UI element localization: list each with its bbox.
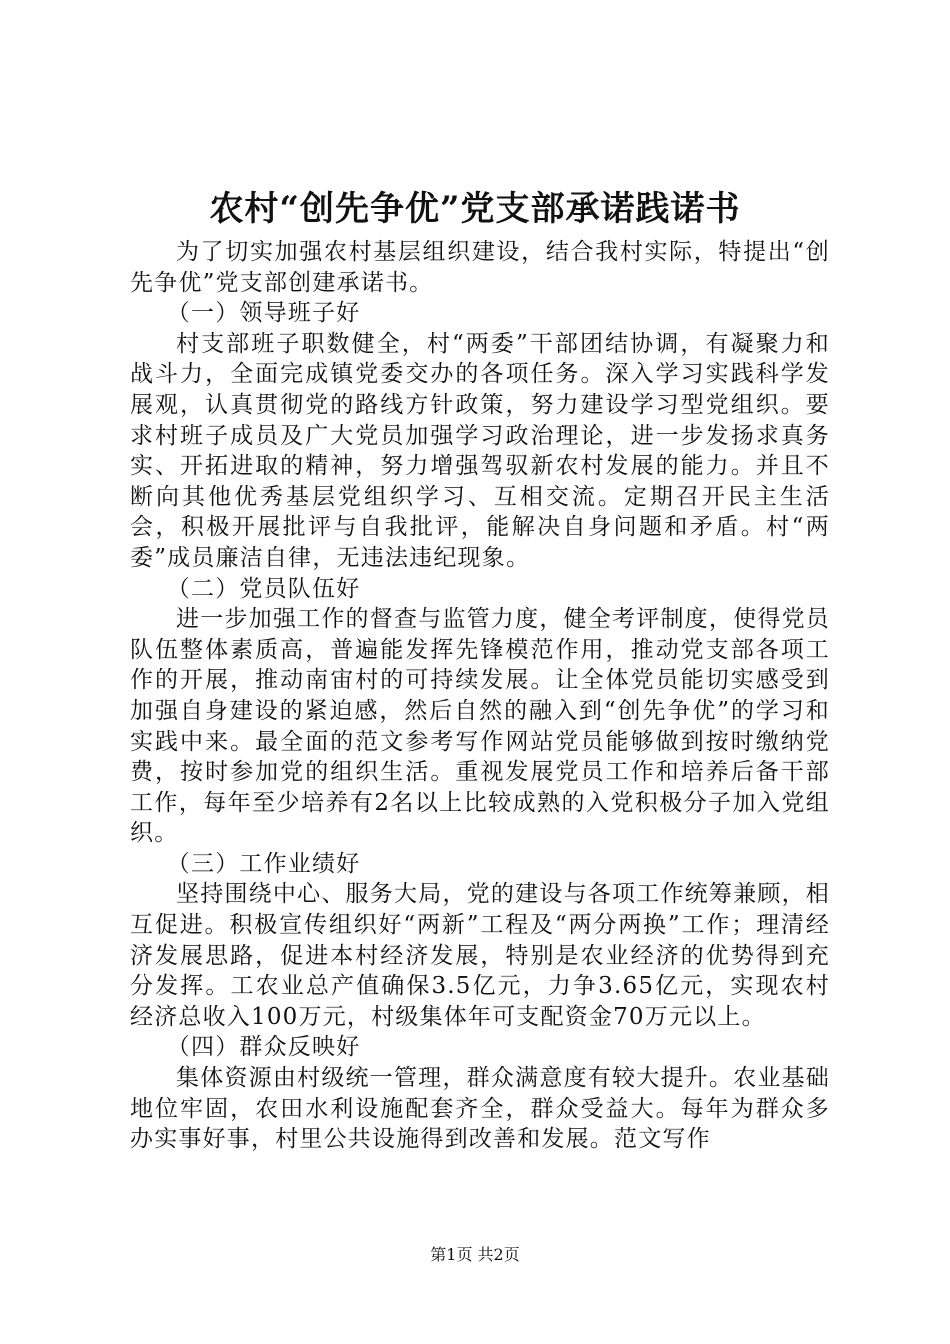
section-body-4: 集体资源由村级统一管理，群众满意度有较大提升。农业基础地位牢固，农田水利设施配套齐全，群众受益大。每年为群众多办实事好事，村里公共设施得到改善和发展。范文写作 [130, 1065, 830, 1153]
section-heading-2: （二）党员队伍好 [166, 575, 361, 602]
document-body [130, 237, 830, 1155]
section-body-2: 进一步加强工作的督查与监管力度，健全考评制度，使得党员队伍整体素质高，普遍能发挥先锋模范作用，推动党支部各项工作的开展，推动南宙村的可持续发展。让全体党员能切实感受到加强自身建设的紧迫感，然后自然的融入到“创先争优”的学习和实践中来。最全面的范文参考写作网站党员能够做到按时缴纳党费，按时参加党的组织生活。重视发展党员工作和培养后备干部工作，每年至少培养有2名以上比较成熟的入党积极分子加入党组织。 [130, 606, 830, 847]
intro-paragraph: 为了切实加强农村基层组织建设，结合我村实际，特提出“创先争优”党支部创建承诺书。 [130, 239, 830, 296]
section-heading-3: （三）工作业绩好 [166, 850, 361, 877]
section-heading-1: （一）领导班子好 [166, 300, 361, 327]
section-heading-4: （四）群众反映好 [166, 1034, 361, 1061]
document-title: 农村“创先争优”党支部承诺践诺书 [209, 189, 741, 229]
section-body-1: 村支部班子职数健全，村“两委”干部团结协调，有凝聚力和战斗力，全面完成镇党委交办的各项任务。深入学习实践科学发展观，认真贯彻党的路线方针政策，努力建设学习型党组织。要求村班子成员及广大党员加强学习政治理论，进一步发扬求真务实、开拓进取的精神，努力增强驾驭新农村发展的能力。并且不断向其他优秀基层党组织学习、互相交流。定期召开民主生活会，积极开展批评与自我批评，能解决自身问题和矛盾。村“两委”成员廉洁自律，无违法违纪现象。 [130, 330, 830, 571]
section-body-3: 坚持围绕中心、服务大局，党的建设与各项工作统筹兼顾，相互促进。积极宣传组织好“两新”工程及“两分两换”工作；理清经济发展思路，促进本村经济发展，特别是农业经济的优势得到充分发挥。工农业总产值确保3.5亿元，力争3.65亿元，实现农村经济总收入100万元，村级集体年可支配资金70万元以上。 [130, 881, 830, 1030]
page-number-footer: 第1页 共2页 [430, 1245, 520, 1264]
